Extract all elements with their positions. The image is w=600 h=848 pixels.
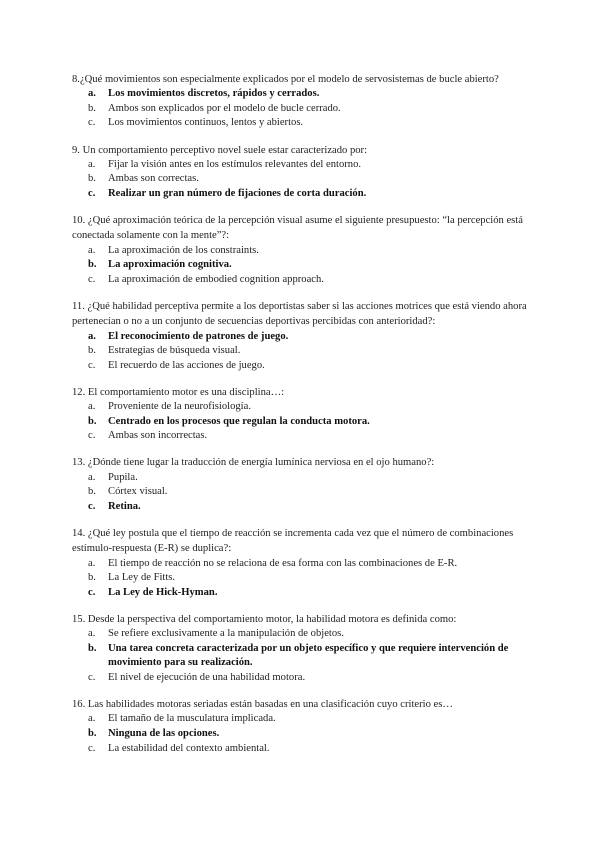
option-list bbox=[72, 712, 534, 756]
option-text: La aproximación de embodied cognition approach. bbox=[108, 273, 324, 285]
option bbox=[72, 244, 534, 259]
question-11 bbox=[72, 299, 534, 373]
option-list bbox=[72, 557, 534, 601]
option-text: El nivel de ejecución de una habilidad motora. bbox=[108, 672, 306, 684]
option bbox=[72, 116, 534, 131]
question-stem: 14. ¿Qué ley postula que el tiempo de reacción se incrementa cada vez que el número de combinaciones estímulo-respuesta (E-R) se duplica?: bbox=[72, 528, 514, 555]
option bbox=[72, 158, 534, 173]
option-text: El tamaño de la musculatura implicada. bbox=[108, 713, 276, 725]
option-text: Realizar un gran número de fijaciones de corta duración. bbox=[108, 188, 367, 200]
option-text: Ninguna de las opciones. bbox=[108, 728, 220, 739]
option-letter: c. bbox=[88, 117, 96, 129]
option-letter: a. bbox=[88, 471, 96, 483]
option-letter: a. bbox=[88, 88, 96, 100]
option-correct bbox=[72, 87, 534, 102]
option bbox=[72, 742, 534, 757]
option bbox=[72, 712, 534, 727]
option-letter: b. bbox=[88, 415, 97, 427]
option-text: El tiempo de reacción no se relaciona de esa forma con las combinaciones de E-R. bbox=[108, 557, 458, 569]
question-list bbox=[72, 72, 534, 768]
option-letter: b. bbox=[88, 642, 97, 654]
option bbox=[72, 344, 534, 359]
option-correct bbox=[72, 500, 534, 515]
option-letter: b. bbox=[88, 345, 96, 357]
option bbox=[72, 471, 534, 486]
option-text: Centrado en los procesos que regulan la conducta motora. bbox=[108, 415, 370, 427]
option-letter: a. bbox=[88, 401, 96, 413]
option-text: La Ley de Fitts. bbox=[108, 572, 176, 584]
option-text: Una tarea concreta caracterizada por un objeto específico y que requiere intervención de movimiento para su realización. bbox=[108, 642, 509, 669]
question-stem: 11. ¿Qué habilidad perceptiva permite a los deportistas saber si las acciones motrices que está viendo ahora pertenecían o no a un conjunto de secuencias deportivas percibidas con anterioridad?: bbox=[72, 301, 527, 328]
option-letter: b. bbox=[88, 259, 97, 271]
option-text: Fijar la visión antes en los estímulos relevantes del entorno. bbox=[108, 158, 362, 170]
option-text: Los movimientos discretos, rápidos y cerrados. bbox=[108, 88, 320, 100]
option-letter: c. bbox=[88, 672, 96, 684]
option bbox=[72, 359, 534, 374]
question-8 bbox=[72, 72, 534, 131]
option-correct bbox=[72, 642, 534, 671]
option-letter: c. bbox=[88, 359, 96, 371]
question-stem: 15. Desde la perspectiva del comportamiento motor, la habilidad motora es definida como: bbox=[72, 613, 457, 625]
option-letter: a. bbox=[88, 628, 96, 640]
option-list bbox=[72, 627, 534, 685]
question-9 bbox=[72, 143, 534, 202]
option-text: La estabilidad del contexto ambiental. bbox=[108, 742, 270, 754]
option bbox=[72, 273, 534, 288]
option bbox=[72, 671, 534, 686]
question-stem: 9. Un comportamiento perceptivo novel suele estar caracterizado por: bbox=[72, 144, 368, 156]
option-letter: b. bbox=[88, 486, 96, 498]
option-letter: a. bbox=[88, 713, 96, 725]
question-12 bbox=[72, 385, 534, 444]
option-letter: a. bbox=[88, 244, 96, 256]
option-letter: c. bbox=[88, 586, 96, 598]
option-text: Se refiere exclusivamente a la manipulación de objetos. bbox=[108, 628, 344, 640]
option-letter: a. bbox=[88, 158, 96, 170]
option bbox=[72, 172, 534, 187]
question-14 bbox=[72, 526, 534, 600]
option-letter: a. bbox=[88, 557, 96, 569]
question-stem: 16. Las habilidades motoras seriadas están basadas en una clasificación cuyo criterio es… bbox=[72, 699, 453, 711]
question-stem: 10. ¿Qué aproximación teórica de la percepción visual asume el siguiente presupuesto: “la percepción está conectada solamente con la mente”?: bbox=[72, 215, 523, 242]
option-letter: b. bbox=[88, 173, 96, 185]
option-text: Retina. bbox=[108, 500, 141, 512]
question-16 bbox=[72, 697, 534, 756]
option-text: Ambas son correctas. bbox=[108, 173, 199, 185]
question-stem: 13. ¿Dónde tiene lugar la traducción de energía lumínica nerviosa en el ojo humano?: bbox=[72, 457, 435, 469]
option-correct bbox=[72, 415, 534, 430]
question-stem: 8.¿Qué movimientos son especialmente explicados por el modelo de servosistemas de bucle abierto? bbox=[72, 74, 499, 85]
option-list bbox=[72, 330, 534, 374]
option-text: Pupila. bbox=[108, 471, 138, 483]
option-text: La aproximación de los constraints. bbox=[108, 244, 259, 256]
option-list bbox=[72, 87, 534, 131]
option bbox=[72, 557, 534, 572]
question-10 bbox=[72, 213, 534, 287]
option bbox=[72, 429, 534, 444]
option-text: Estrategias de búsqueda visual. bbox=[108, 345, 241, 357]
option-letter: c. bbox=[88, 500, 96, 512]
option-letter: b. bbox=[88, 572, 96, 584]
option bbox=[72, 400, 534, 415]
option-letter: a. bbox=[88, 330, 96, 342]
option-text: La Ley de Hick-Hyman. bbox=[108, 586, 218, 598]
option-list bbox=[72, 244, 534, 288]
question-stem: 12. El comportamiento motor es una disciplina…: bbox=[72, 386, 285, 398]
option-list bbox=[72, 158, 534, 202]
option-list bbox=[72, 471, 534, 515]
option-letter: c. bbox=[88, 273, 96, 285]
option-correct bbox=[72, 727, 534, 742]
option-text: Proveniente de la neurofisiología. bbox=[108, 401, 251, 413]
option-correct bbox=[72, 330, 534, 345]
option-text: Los movimientos continuos, lentos y abiertos. bbox=[108, 117, 304, 129]
option-list bbox=[72, 400, 534, 444]
option-text: La aproximación cognitiva. bbox=[108, 259, 232, 271]
option-correct bbox=[72, 187, 534, 202]
option-text: Ambos son explicados por el modelo de bucle cerrado. bbox=[108, 102, 341, 114]
question-15 bbox=[72, 612, 534, 686]
option-letter: c. bbox=[88, 188, 96, 200]
option-letter: c. bbox=[88, 430, 96, 442]
option-correct bbox=[72, 586, 534, 601]
option bbox=[72, 102, 534, 117]
option-correct bbox=[72, 258, 534, 273]
option-letter: b. bbox=[88, 102, 96, 114]
option-text: El reconocimiento de patrones de juego. bbox=[108, 330, 289, 342]
option-text: El recuerdo de las acciones de juego. bbox=[108, 359, 265, 371]
option bbox=[72, 627, 534, 642]
option-text: Ambas son incorrectas. bbox=[108, 430, 208, 442]
option-letter: b. bbox=[88, 728, 97, 739]
option-letter: c. bbox=[88, 742, 96, 754]
option bbox=[72, 571, 534, 586]
option-text: Córtex visual. bbox=[108, 486, 168, 498]
option bbox=[72, 485, 534, 500]
question-13 bbox=[72, 455, 534, 514]
